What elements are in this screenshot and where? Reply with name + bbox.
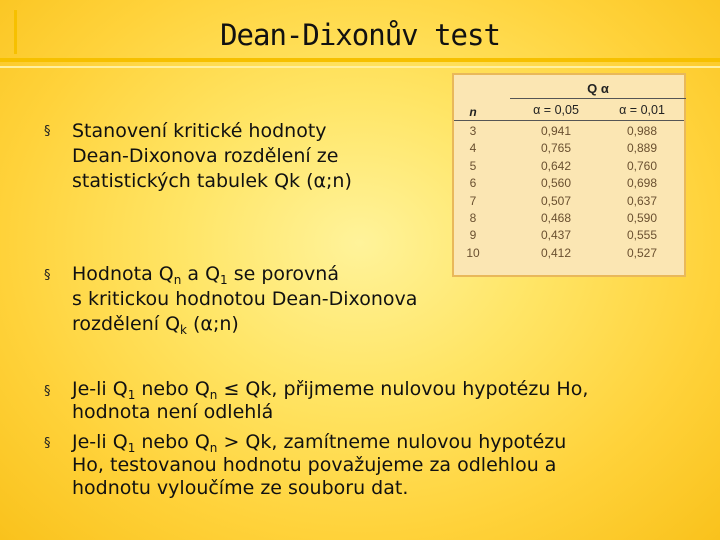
table-cell-alpha-001: 0,698	[626, 176, 658, 191]
table-row	[454, 227, 684, 244]
table-cell-alpha-005: 0,642	[540, 158, 572, 173]
table-row	[454, 245, 684, 262]
table-cell-n: 7	[469, 193, 477, 208]
table-cell-n: 5	[469, 158, 477, 173]
bullet-1-line-1: Stanovení kritické hodnoty	[72, 120, 327, 142]
table-cell-alpha-001: 0,988	[626, 124, 658, 138]
bullet-2-line-1: Hodnota $Q_n$ a $Q_1$ se porovná	[72, 263, 339, 287]
table-cell-n: 10	[466, 245, 480, 260]
table-cell-alpha-001: 0,590	[626, 211, 658, 225]
table-cell-alpha-005: 0,941	[540, 124, 572, 138]
table-cell-alpha-005: 0,412	[540, 245, 572, 260]
bullet-marker: §	[44, 436, 51, 451]
table-cell-alpha-001: 0,555	[626, 228, 658, 243]
table-cell-alpha-005: 0,765	[540, 141, 572, 156]
table-row	[454, 123, 684, 140]
table-cell-n: 9	[469, 228, 477, 243]
table-row	[454, 175, 684, 192]
table-cell-n: 6	[469, 176, 477, 191]
bullet-2-line-3: rozdělení $Q_k$ (α;n)	[72, 313, 239, 337]
table-cell-alpha-005: 0,560	[540, 176, 572, 191]
bullet-3-line-1: Je-li $Q_1$ nebo $Q_n \le Qk$, přijmeme nulovou hypotézu Ho,	[72, 378, 589, 402]
bullet-3	[72, 378, 588, 424]
table-cell-n: 4	[469, 141, 477, 156]
bullet-1-line-2: Dean-Dixonova rozdělení ze	[72, 145, 339, 167]
table-cell-n: 3	[469, 124, 477, 138]
bullet-4-line-3: hodnotu vyloučíme ze souboru dat.	[72, 477, 409, 499]
table-cell-alpha-005: 0,507	[540, 193, 572, 208]
page-title: Dean-Dixonův test	[220, 18, 500, 52]
bullet-1	[72, 119, 352, 194]
table-header-n: n	[469, 105, 477, 119]
bullet-2	[72, 262, 417, 337]
bullet-1-line-3: statistických tabulek Qk (α;n)	[72, 170, 352, 192]
bullet-4-line-2: Ho, testovanou hodnotu považujeme za odlehlou a	[72, 454, 557, 476]
table-row	[454, 193, 684, 210]
table-header-alpha-005: α = 0,05	[533, 103, 579, 117]
bullet-marker: §	[44, 268, 51, 283]
table-header-alpha-001: α = 0,01	[619, 103, 665, 117]
table-header-divider	[510, 98, 686, 99]
bullet-4-line-1: Je-li $Q_1$ nebo $Q_n > Qk$, zamítneme nulovou hypotézu	[72, 431, 567, 455]
bullet-3-line-2: hodnota není odlehlá	[72, 401, 274, 423]
critical-values-table	[452, 73, 686, 277]
table-header-q: Q α	[587, 81, 609, 96]
bullet-4	[72, 431, 566, 500]
bullet-marker: §	[44, 124, 51, 139]
table-cell-n: 8	[469, 211, 477, 225]
table-cell-alpha-005: 0,468	[540, 211, 572, 225]
table-cell-alpha-005: 0,437	[540, 228, 572, 243]
table-cell-alpha-001: 0,760	[626, 158, 658, 173]
table-row	[454, 158, 684, 175]
table-cell-alpha-001: 0,637	[626, 193, 658, 208]
table-row	[454, 210, 684, 227]
table-cell-alpha-001: 0,527	[626, 245, 658, 260]
table-row	[454, 140, 684, 157]
title-underline	[0, 58, 720, 62]
table-body-divider	[454, 120, 684, 121]
table-cell-alpha-001: 0,889	[626, 141, 658, 156]
title-underline-light	[0, 66, 720, 68]
bullet-marker: §	[44, 384, 51, 399]
bullet-2-line-2: s kritickou hodnotou Dean-Dixonova	[72, 288, 418, 310]
